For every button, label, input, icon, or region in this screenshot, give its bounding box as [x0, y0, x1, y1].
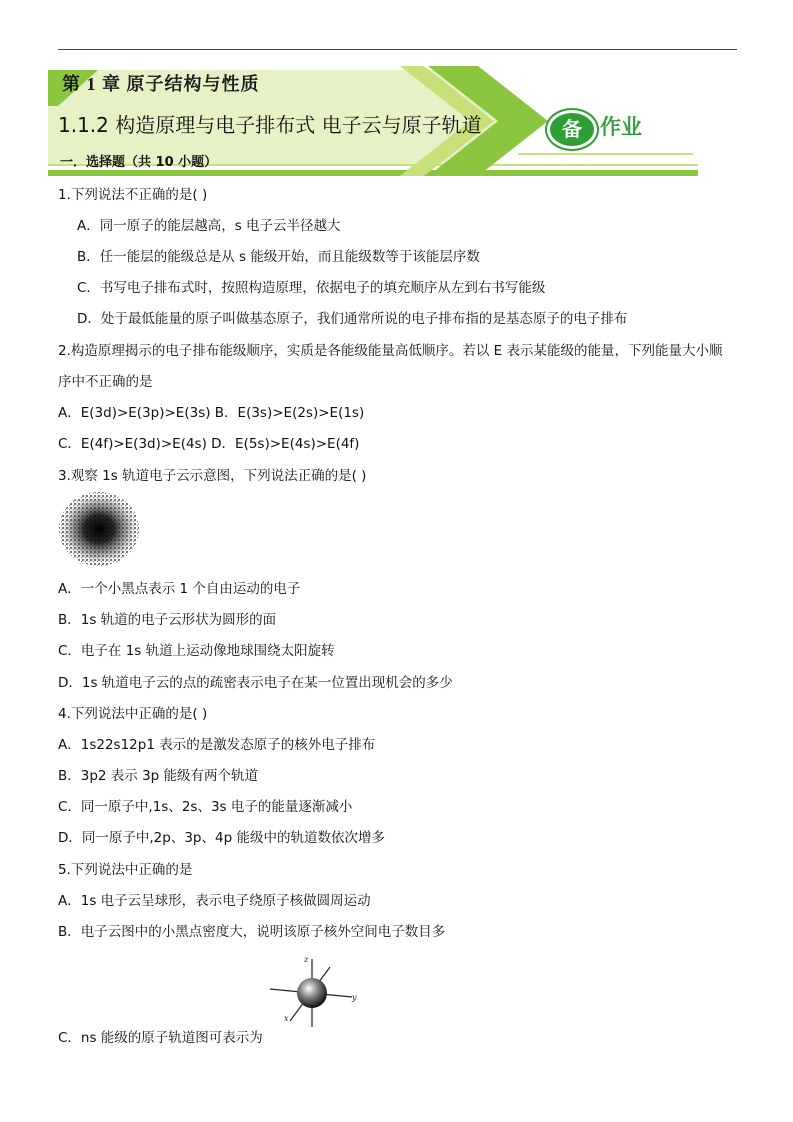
question-4-option-b: B．3p2 表示 3p 能级有两个轨道 — [58, 768, 259, 784]
question-1-option-c: C．书写电子排布式时，按照构造原理，依据电子的填充顺序从左到右书写能级 — [77, 280, 546, 296]
z-axis-label: z — [304, 955, 309, 964]
question-5-stem: 5.下列说法中正确的是 — [58, 862, 193, 878]
header-rule — [58, 49, 737, 50]
badge-icon: 备 — [547, 110, 597, 149]
question-4-option-a: A．1s22s12p1 表示的是激发态原子的核外电子排布 — [58, 737, 376, 753]
question-1-option-b: B．任一能层的能级总是从 s 能级开始，而且能级数等于该能层序数 — [77, 249, 480, 265]
section-heading: 一．选择题（共 10 小题） — [60, 155, 218, 170]
question-3-option-b: B．1s 轨道的电子云形状为圆形的面 — [58, 612, 277, 628]
badge-label: 作业 — [600, 115, 642, 139]
lesson-title: 1.1.2 构造原理与电子排布式 电子云与原子轨道 — [58, 113, 482, 137]
question-3-option-c: C．电子在 1s 轨道上运动像地球围绕太阳旋转 — [58, 643, 335, 659]
question-2-stem: 2.构造原理揭示的电子排布能级顺序，实质是各能级能量高低顺序。若以 E 表示某能级的能量，下列能量大小顺 — [58, 343, 723, 359]
question-1-option-a: A．同一原子的能层越高，s 电子云半径越大 — [77, 218, 341, 234]
s-orbital-diagram — [268, 953, 363, 1033]
question-2-options-row2: C．E(4f)>E(3d)>E(4s) D．E(5s)>E(4s)>E(4f) — [58, 436, 360, 452]
chapter-title: 第 1 章 原子结构与性质 — [62, 74, 260, 94]
question-3-stem: 3.观察 1s 轨道电子云示意图，下列说法正确的是( ) — [58, 468, 367, 484]
question-3-option-a: A．一个小黑点表示 1 个自由运动的电子 — [58, 581, 301, 597]
question-2-options-row1: A．E(3d)>E(3p)>E(3s) B．E(3s)>E(2s)>E(1s) — [58, 405, 365, 421]
question-4-option-c: C．同一原子中,1s、2s、3s 电子的能量逐渐减小 — [58, 799, 353, 815]
question-1-stem: 1.下列说法不正确的是( ) — [58, 187, 208, 203]
y-axis-label: y — [352, 993, 357, 1002]
question-4-option-d: D．同一原子中,2p、3p、4p 能级中的轨道数依次增多 — [58, 830, 385, 846]
question-3-option-d: D．1s 轨道电子云的点的疏密表示电子在某一位置出现机会的多少 — [58, 675, 453, 691]
x-axis-label: x — [284, 1014, 289, 1023]
question-2-stem-cont: 序中不正确的是 — [58, 374, 153, 390]
electron-cloud-image — [58, 491, 140, 567]
question-5-option-a: A．1s 电子云呈球形，表示电子绕原子核做圆周运动 — [58, 893, 371, 909]
question-4-stem: 4.下列说法中正确的是( ) — [58, 706, 208, 722]
question-5-option-b: B．电子云图中的小黑点密度大，说明该原子核外空间电子数目多 — [58, 924, 446, 940]
question-1-option-d: D．处于最低能量的原子叫做基态原子，我们通常所说的电子排布指的是基态原子的电子排布 — [77, 311, 628, 327]
question-5-option-c: C．ns 能级的原子轨道图可表示为 — [58, 1030, 263, 1046]
